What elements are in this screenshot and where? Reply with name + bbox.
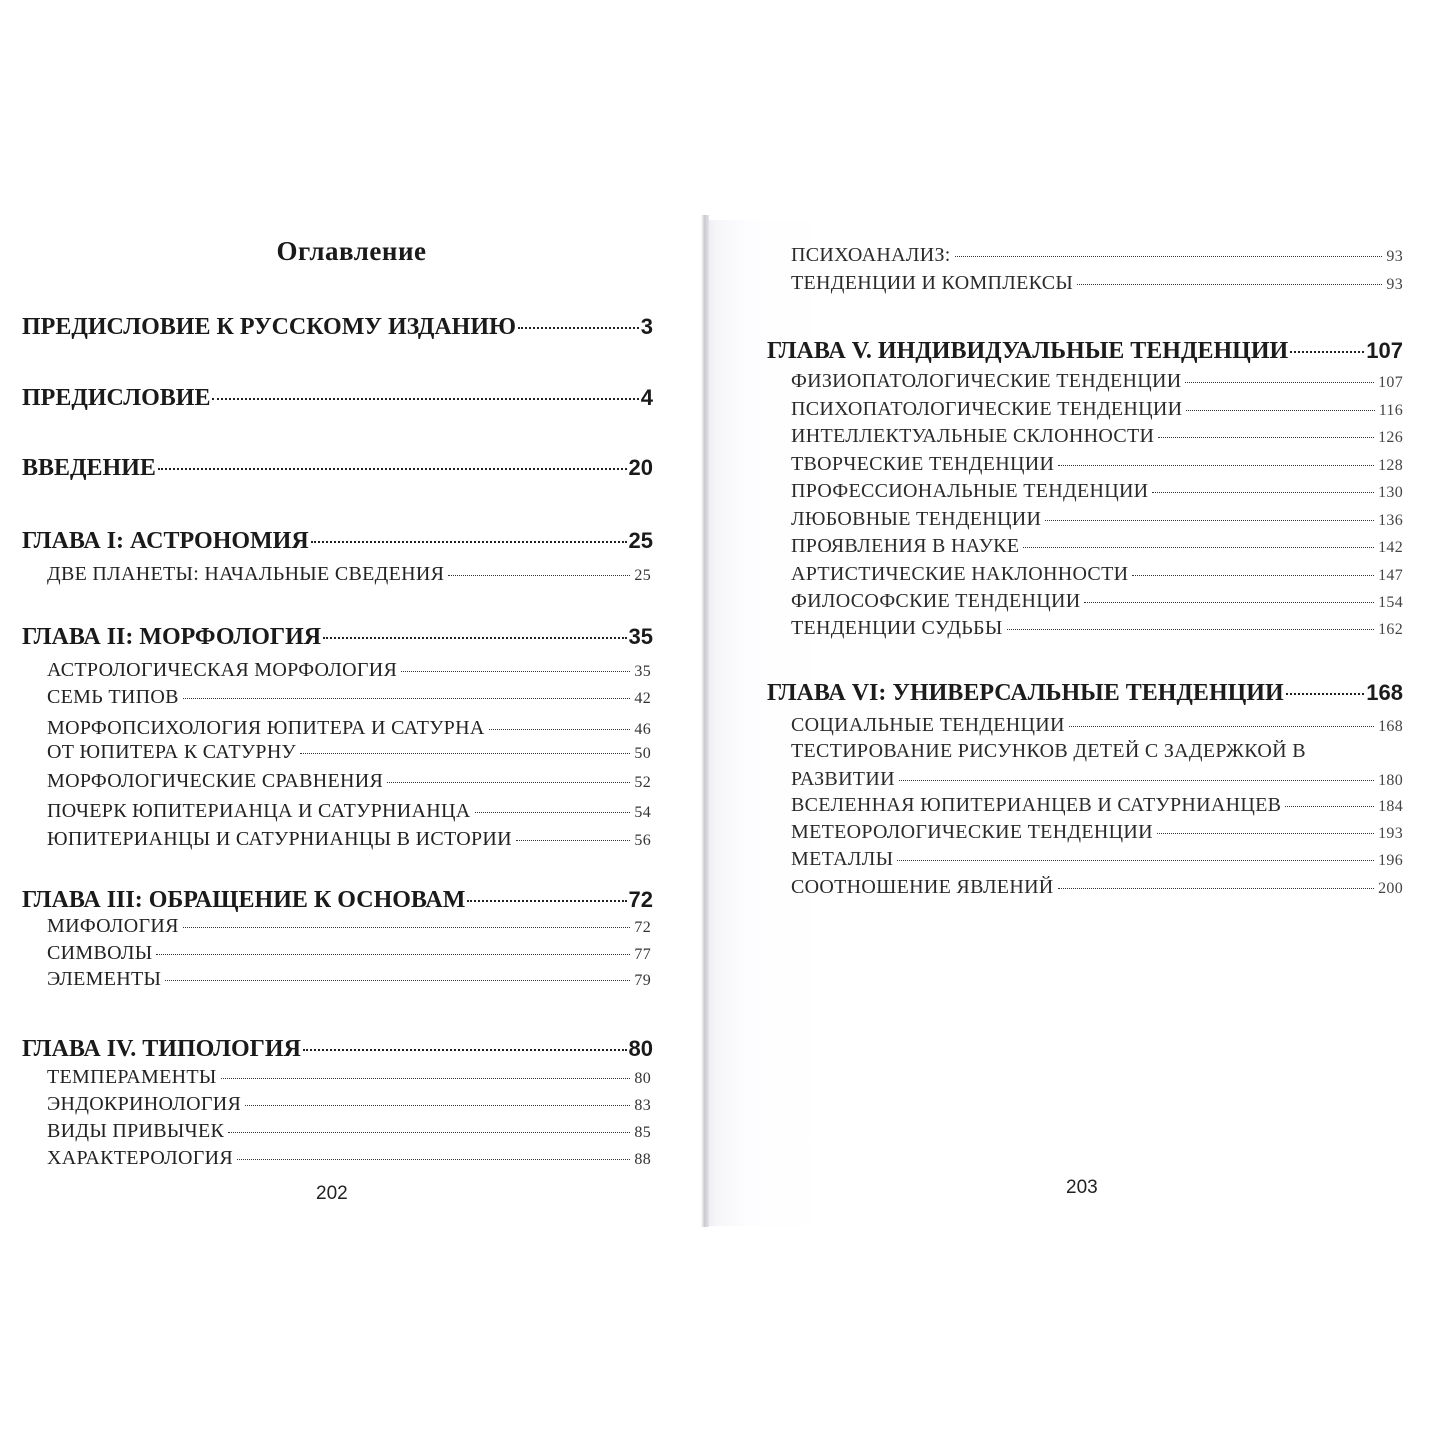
dot-leader — [158, 468, 627, 470]
entry-page: 54 — [634, 804, 651, 821]
dot-leader — [475, 812, 631, 813]
entry-page: 80 — [628, 1036, 653, 1061]
entry-label: СОЦИАЛЬНЫЕ ТЕНДЕНЦИИ — [791, 714, 1065, 736]
dot-leader — [1152, 492, 1374, 493]
toc-item-line1: ТЕСТИРОВАНИЕ РИСУНКОВ ДЕТЕЙ С ЗАДЕРЖКОЙ В — [791, 740, 1306, 762]
entry-label: ФИЛОСОФСКИЕ ТЕНДЕНЦИИ — [791, 590, 1081, 612]
dot-leader — [1286, 693, 1365, 695]
entry-label: ВСЕЛЕННАЯ ЮПИТЕРИАНЦЕВ И САТУРНИАНЦЕВ — [791, 794, 1282, 816]
entry-label: ДВЕ ПЛАНЕТЫ: НАЧАЛЬНЫЕ СВЕДЕНИЯ — [47, 563, 445, 585]
entry-label: ГЛАВА IV. ТИПОЛОГИЯ — [22, 1036, 301, 1062]
entry-label: МЕТАЛЛЫ — [791, 848, 894, 870]
dot-leader — [897, 860, 1374, 861]
entry-page: 3 — [640, 314, 653, 339]
dot-leader — [156, 954, 630, 955]
toc-item[interactable] — [47, 1093, 651, 1116]
entry-label: МОРФОЛОГИЧЕСКИЕ СРАВНЕНИЯ — [47, 770, 384, 792]
entry-label: ГЛАВА VI: УНИВЕРСАЛЬНЫЕ ТЕНДЕНЦИИ — [767, 680, 1284, 706]
entry-page: 128 — [1378, 457, 1403, 474]
toc-item[interactable] — [791, 794, 1403, 817]
entry-page: 88 — [634, 1151, 651, 1168]
entry-label: ЭНДОКРИНОЛОГИЯ — [47, 1093, 242, 1115]
toc-entry-preface-russian[interactable] — [22, 314, 653, 341]
entry-page: 180 — [1378, 772, 1403, 789]
toc-item[interactable] — [47, 915, 651, 938]
entry-label: ЮПИТЕРИАНЦЫ И САТУРНИАНЦЫ В ИСТОРИИ — [47, 828, 512, 850]
entry-page: 184 — [1378, 798, 1403, 815]
entry-page: 83 — [634, 1097, 651, 1114]
dot-leader — [303, 1049, 627, 1051]
dot-leader — [1023, 547, 1374, 548]
dot-leader — [489, 729, 631, 730]
entry-label: ПРОЯВЛЕНИЯ В НАУКЕ — [791, 535, 1020, 557]
dot-leader — [165, 980, 630, 981]
dot-leader — [401, 671, 630, 672]
entry-label: ПРОФЕССИОНАЛЬНЫЕ ТЕНДЕНЦИИ — [791, 480, 1149, 502]
entry-page: 77 — [634, 946, 651, 963]
entry-label: РАЗВИТИИ — [791, 768, 895, 790]
entry-label: ГЛАВА I: АСТРОНОМИЯ — [22, 528, 309, 554]
dot-leader — [955, 256, 1383, 257]
toc-item[interactable] — [47, 717, 651, 740]
toc-item[interactable] — [791, 535, 1403, 558]
toc-item[interactable] — [791, 768, 1403, 791]
entry-label: ТЕНДЕНЦИИ И КОМПЛЕКСЫ — [791, 272, 1074, 294]
entry-label: СООТНОШЕНИЕ ЯВЛЕНИЙ — [791, 876, 1054, 898]
page-number-right: 203 — [1066, 1177, 1098, 1198]
toc-item[interactable] — [47, 800, 651, 823]
entry-page: 154 — [1378, 594, 1403, 611]
toc-item[interactable] — [47, 968, 651, 991]
page-number-left: 202 — [316, 1183, 348, 1204]
entry-label: ВВЕДЕНИЕ — [22, 455, 156, 481]
toc-item[interactable] — [791, 453, 1403, 476]
entry-page: 147 — [1378, 567, 1403, 584]
dot-leader — [467, 900, 626, 902]
entry-page: 107 — [1378, 374, 1403, 391]
dot-leader — [1077, 284, 1382, 285]
dot-leader — [518, 327, 639, 329]
toc-item[interactable] — [47, 770, 651, 793]
entry-page: 72 — [628, 887, 653, 912]
toc-chapter-5[interactable] — [767, 338, 1403, 365]
entry-label: ТВОРЧЕСКИЕ ТЕНДЕНЦИИ — [791, 453, 1055, 475]
toc-item[interactable] — [47, 741, 651, 764]
toc-item[interactable] — [791, 425, 1403, 448]
toc-item[interactable] — [791, 714, 1403, 737]
dot-leader — [311, 541, 627, 543]
dot-leader — [323, 637, 626, 639]
toc-item[interactable] — [791, 398, 1403, 421]
toc-chapter-1[interactable] — [22, 528, 653, 555]
entry-page: 130 — [1378, 484, 1403, 501]
toc-item[interactable] — [791, 370, 1403, 393]
toc-item[interactable] — [791, 876, 1403, 899]
toc-title: Оглавление — [276, 236, 427, 266]
entry-page: 196 — [1378, 852, 1403, 869]
dot-leader — [1045, 520, 1374, 521]
entry-page: 56 — [634, 832, 651, 849]
toc-item[interactable] — [47, 686, 651, 709]
dot-leader — [1084, 602, 1374, 603]
entry-page: 142 — [1378, 539, 1403, 556]
entry-page: 4 — [640, 385, 653, 410]
dot-leader — [1007, 629, 1375, 630]
dot-leader — [237, 1159, 630, 1160]
dot-leader — [448, 575, 630, 576]
entry-page: 162 — [1378, 621, 1403, 638]
dot-leader — [387, 782, 630, 783]
dot-leader — [212, 398, 638, 400]
entry-label: ФИЗИОПАТОЛОГИЧЕСКИЕ ТЕНДЕНЦИИ — [791, 370, 1182, 392]
entry-label: ОТ ЮПИТЕРА К САТУРНУ — [47, 741, 297, 763]
entry-label: ПСИХОПАТОЛОГИЧЕСКИЕ ТЕНДЕНЦИИ — [791, 398, 1183, 420]
entry-label: АРТИСТИЧЕСКИЕ НАКЛОННОСТИ — [791, 563, 1129, 585]
entry-page: 20 — [628, 455, 653, 480]
dot-leader — [300, 753, 630, 754]
dot-leader — [1157, 833, 1374, 834]
toc-item[interactable] — [47, 659, 651, 682]
entry-label: ГЛАВА III: ОБРАЩЕНИЕ К ОСНОВАМ — [22, 887, 466, 913]
dot-leader — [899, 780, 1374, 781]
dot-leader — [228, 1132, 630, 1133]
dot-leader — [516, 840, 631, 841]
toc-chapter-6[interactable] — [767, 680, 1403, 707]
entry-label: ПСИХОАНАЛИЗ: — [791, 244, 951, 266]
toc-item[interactable] — [791, 563, 1403, 586]
entry-label: ТЕМПЕРАМЕНТЫ — [47, 1066, 217, 1088]
toc-item[interactable] — [791, 480, 1403, 503]
entry-label: МЕТЕОРОЛОГИЧЕСКИЕ ТЕНДЕНЦИИ — [791, 821, 1153, 843]
entry-page: 107 — [1366, 338, 1403, 363]
entry-label: ЭЛЕМЕНТЫ — [47, 968, 162, 990]
dot-leader — [1132, 575, 1374, 576]
entry-label: МОРФОПСИХОЛОГИЯ ЮПИТЕРА И САТУРНА — [47, 717, 485, 739]
entry-label: ПРЕДИСЛОВИЕ — [22, 385, 211, 411]
entry-page: 52 — [634, 774, 651, 791]
entry-page: 85 — [634, 1124, 651, 1141]
toc-item[interactable] — [47, 1120, 651, 1143]
toc-entry-preface[interactable] — [22, 385, 653, 412]
dot-leader — [1285, 806, 1374, 807]
entry-label: СИМВОЛЫ — [47, 942, 153, 964]
toc-item[interactable] — [791, 244, 1403, 267]
dot-leader — [1185, 382, 1374, 383]
entry-label: АСТРОЛОГИЧЕСКАЯ МОРФОЛОГИЯ — [47, 659, 398, 681]
entry-label: ГЛАВА II: МОРФОЛОГИЯ — [22, 624, 322, 650]
entry-page: 193 — [1378, 825, 1403, 842]
entry-label: ЛЮБОВНЫЕ ТЕНДЕНЦИИ — [791, 508, 1042, 530]
entry-page: 72 — [634, 919, 651, 936]
entry-page: 35 — [634, 663, 651, 680]
entry-page: 126 — [1378, 429, 1403, 446]
dot-leader — [221, 1078, 631, 1079]
dot-leader — [1290, 351, 1364, 353]
entry-page: 46 — [634, 721, 651, 738]
book-gutter — [701, 215, 709, 1227]
toc-item[interactable] — [47, 563, 651, 586]
toc-chapter-3[interactable] — [22, 887, 653, 914]
toc-item[interactable] — [791, 821, 1403, 844]
dot-leader — [1058, 465, 1374, 466]
entry-label: ТЕНДЕНЦИИ СУДЬБЫ — [791, 617, 1003, 639]
toc-chapter-2[interactable] — [22, 624, 653, 651]
entry-page: 25 — [634, 567, 651, 584]
entry-label: ГЛАВА V. ИНДИВИДУАЛЬНЫЕ ТЕНДЕНЦИИ — [767, 338, 1289, 364]
entry-label: ВИДЫ ПРИВЫЧЕК — [47, 1120, 225, 1142]
entry-label: ХАРАКТЕРОЛОГИЯ — [47, 1147, 234, 1169]
dot-leader — [1069, 726, 1374, 727]
toc-chapter-4[interactable] — [22, 1036, 653, 1063]
dot-leader — [1186, 410, 1374, 411]
toc-item[interactable] — [47, 1066, 651, 1089]
dot-leader — [183, 698, 631, 699]
entry-page: 35 — [628, 624, 653, 649]
entry-label: ИНТЕЛЛЕКТУАЛЬНЫЕ СКЛОННОСТИ — [791, 425, 1155, 447]
entry-label: СЕМЬ ТИПОВ — [47, 686, 179, 708]
toc-item[interactable] — [791, 590, 1403, 613]
toc-entry-introduction[interactable] — [22, 455, 653, 482]
dot-leader — [245, 1105, 630, 1106]
entry-page: 168 — [1366, 680, 1403, 705]
entry-page: 168 — [1378, 718, 1403, 735]
entry-page: 200 — [1378, 880, 1403, 897]
entry-label: ПРЕДИСЛОВИЕ К РУССКОМУ ИЗДАНИЮ — [22, 314, 517, 340]
entry-page: 50 — [634, 745, 651, 762]
toc-item[interactable] — [791, 848, 1403, 871]
dot-leader — [1158, 437, 1374, 438]
entry-page: 116 — [1378, 402, 1403, 419]
entry-page: 79 — [634, 972, 651, 989]
entry-page: 136 — [1378, 512, 1403, 529]
entry-page: 42 — [634, 690, 651, 707]
entry-label: ПОЧЕРК ЮПИТЕРИАНЦА И САТУРНИАНЦА — [47, 800, 471, 822]
entry-page: 93 — [1386, 276, 1403, 293]
entry-label: МИФОЛОГИЯ — [47, 915, 179, 937]
toc-item[interactable] — [47, 942, 651, 965]
entry-page: 93 — [1386, 248, 1403, 265]
toc-item[interactable] — [791, 272, 1403, 295]
toc-item[interactable] — [47, 828, 651, 851]
dot-leader — [1058, 888, 1375, 889]
toc-item[interactable] — [791, 508, 1403, 531]
entry-page: 80 — [634, 1070, 651, 1087]
dot-leader — [183, 927, 631, 928]
toc-item[interactable] — [47, 1147, 651, 1170]
toc-item[interactable] — [791, 617, 1403, 640]
entry-page: 25 — [628, 528, 653, 553]
